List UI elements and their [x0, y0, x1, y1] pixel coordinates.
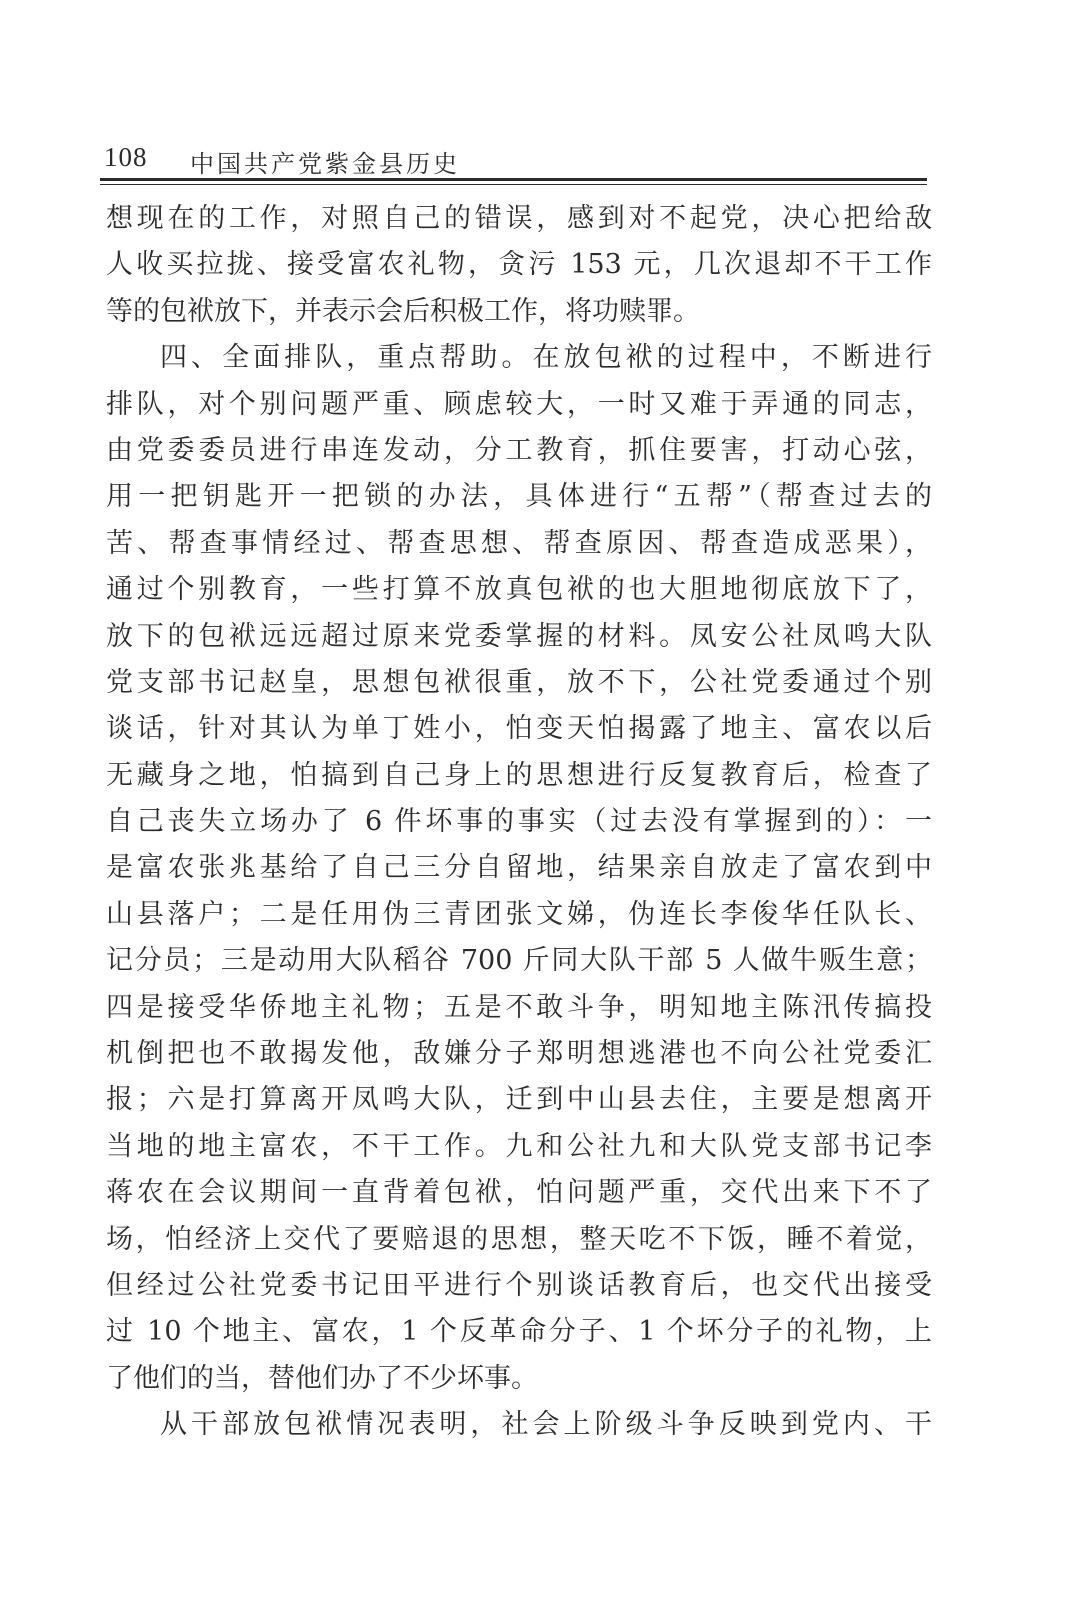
header-rule-thin — [100, 184, 927, 185]
text-line: 无藏身之地，怕搞到自己身上的思想进行反复教育后，检查了 — [106, 759, 932, 791]
text-line: 场，怕经济上交代了要赔退的思想，整天吃不下饭，睡不着觉， — [106, 1223, 932, 1255]
text-line: 从干部放包袱情况表明，社会上阶级斗争反映到党内、干 — [160, 1409, 932, 1441]
text-line: 了他们的当，替他们办了不少坏事。 — [106, 1362, 538, 1394]
text-line: 党支部书记赵皇，思想包袱很重，放不下，公社党委通过个别 — [106, 666, 932, 698]
text-line: 但经过公社党委书记田平进行个别谈话教育后，也交代出接受 — [106, 1269, 932, 1301]
text-line: 过 10 个地主、富农，1 个反革命分子、1 个坏分子的礼物，上 — [106, 1316, 932, 1348]
text-line: 四、全面排队，重点帮助。在放包袱的过程中，不断进行 — [160, 342, 932, 374]
text-line: 通过个别教育，一些打算不放真包袱的也大胆地彻底放下了， — [106, 574, 932, 606]
text-line: 报；六是打算离开凤鸣大队，迁到中山县去住，主要是想离开 — [106, 1084, 932, 1116]
body-text — [106, 196, 932, 1449]
text-line: 由党委委员进行串连发动，分工教育，抓住要害，打动心弦， — [106, 434, 932, 466]
text-line: 四是接受华侨地主礼物；五是不敢斗争，明知地主陈汛传搞投 — [106, 991, 932, 1023]
header-rule-thick — [100, 178, 927, 181]
text-line: 想现在的工作，对照自己的错误，感到对不起党，决心把给敌 — [106, 203, 932, 234]
text-line: 机倒把也不敢揭发他，敌嫌分子郑明想逃港也不向公社党委汇 — [106, 1038, 932, 1070]
text-line: 苦、帮查事情经过、帮查思想、帮查原因、帮查造成恶果）， — [106, 527, 932, 559]
text-line: 排队，对个别问题严重、顾虑较大，一时又难于弄通的同志， — [106, 388, 932, 420]
text-line: 山县落户；二是任用伪三青团张文娣，伪连长李俊华任队长、 — [106, 898, 932, 930]
text-line: 是富农张兆基给了自己三分自留地，结果亲自放走了富农到中 — [106, 852, 932, 884]
text-line: 人收买拉拢、接受富农礼物，贪污 153 元，几次退却不干工作 — [106, 249, 932, 281]
text-line: 记分员；三是动用大队稻谷 700 斤同大队干部 5 人做牛贩生意； — [106, 945, 932, 977]
text-line: 蒋农在会议期间一直背着包袱，怕问题严重，交代出来下不了 — [106, 1177, 932, 1209]
text-line: 谈话，针对其认为单丁姓小，怕变天怕揭露了地主、富农以后 — [106, 713, 932, 745]
running-title: 中国共产党紫金县历史 — [190, 150, 460, 178]
page-number: 108 — [104, 142, 148, 172]
text-line: 等的包袱放下，并表示会后积极工作，将功赎罪。 — [106, 295, 700, 327]
page-header — [100, 138, 926, 178]
text-line: 当地的地主富农，不干工作。九和公社九和大队党支部书记李 — [106, 1130, 932, 1162]
text-line: 自己丧失立场办了 6 件坏事的事实（过去没有掌握到的）：一 — [106, 806, 932, 838]
text-line: 放下的包袱远远超过原来党委掌握的材料。凤安公社凤鸣大队 — [106, 620, 932, 652]
text-line: 用一把钥匙开一把锁的办法，具体进行“五帮”（帮查过去的 — [106, 481, 932, 513]
